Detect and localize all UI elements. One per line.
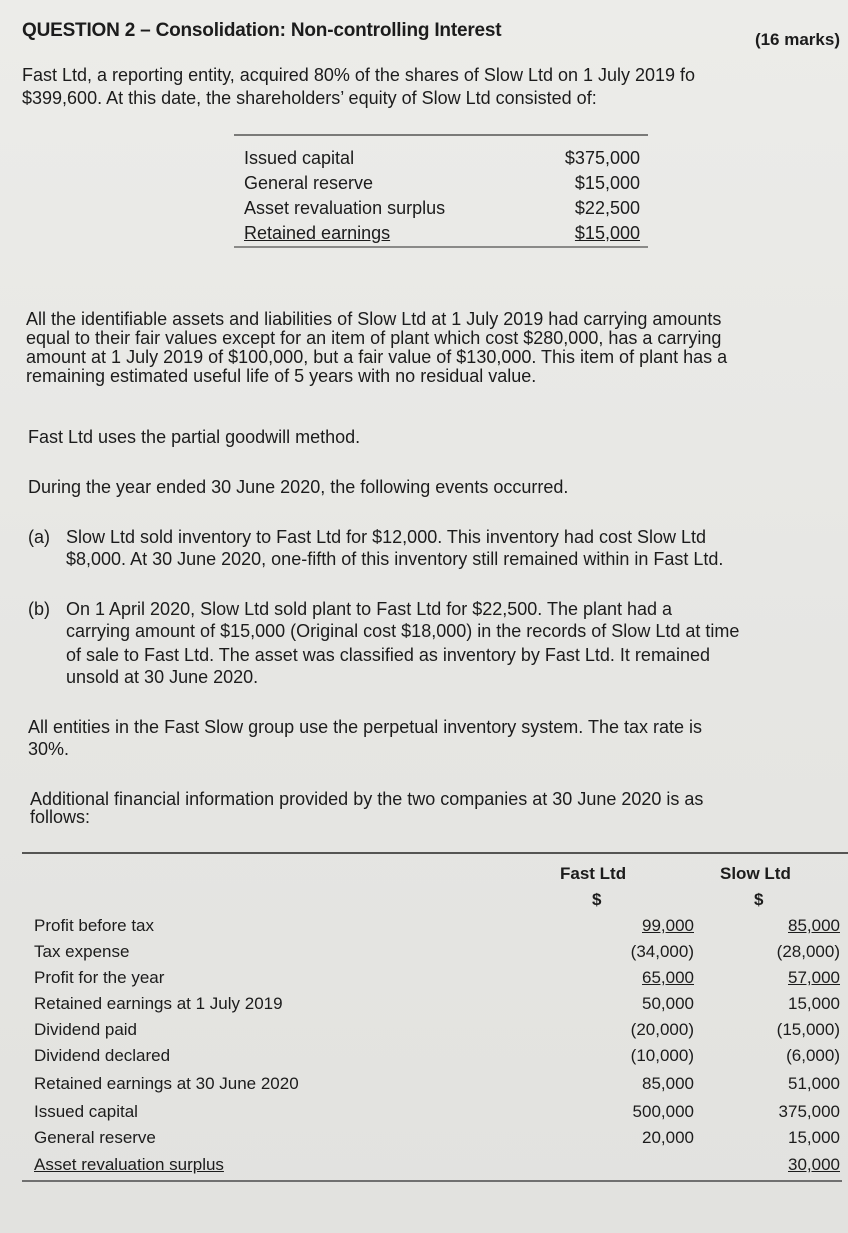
additional-info-line-1: Additional financial information provided by the two companies at 30 June 2020 is as xyxy=(30,789,704,809)
event-a-label: (a) xyxy=(28,527,50,547)
table-row xyxy=(32,1155,842,1181)
table-row xyxy=(32,994,842,1020)
slow-value: 57,000 xyxy=(788,968,840,987)
column-header-slow: Slow Ltd xyxy=(720,864,791,883)
equity-label: Retained earnings xyxy=(244,223,391,243)
fast-value: 99,000 xyxy=(642,916,694,935)
event-b-line-4: unsold at 30 June 2020. xyxy=(66,667,259,687)
goodwill-method-text: Fast Ltd uses the partial goodwill method. xyxy=(28,427,361,447)
column-header-fast: Fast Ltd xyxy=(560,864,627,883)
row-label: Profit for the year xyxy=(34,968,165,987)
fast-value: 500,000 xyxy=(632,1102,694,1121)
row-label: Profit before tax xyxy=(34,916,155,935)
fast-value: (34,000) xyxy=(630,942,694,961)
equity-value: $15,000 xyxy=(574,173,640,193)
equity-label: Issued capital xyxy=(244,148,355,168)
financial-table-bottom-rule xyxy=(22,1180,842,1182)
currency-fast: $ xyxy=(592,890,602,909)
slow-value: (28,000) xyxy=(776,942,840,961)
row-label: Dividend paid xyxy=(34,1020,138,1039)
equity-value: $22,500 xyxy=(574,198,640,218)
row-label: Retained earnings at 30 June 2020 xyxy=(34,1074,299,1093)
table-row xyxy=(32,1102,842,1128)
fast-value: 20,000 xyxy=(642,1128,694,1147)
equity-row xyxy=(234,196,648,221)
row-label: Dividend declared xyxy=(34,1046,171,1065)
row-label: Tax expense xyxy=(34,942,130,961)
fast-value: 65,000 xyxy=(642,968,694,987)
events-intro-text: During the year ended 30 June 2020, the following events occurred. xyxy=(28,477,569,497)
slow-value: 375,000 xyxy=(778,1102,840,1121)
table-row xyxy=(32,1020,842,1046)
equity-row xyxy=(234,221,648,246)
equity-label: Asset revaluation surplus xyxy=(244,198,446,218)
table-row xyxy=(32,968,842,994)
slow-value: 51,000 xyxy=(788,1074,840,1093)
fair-value-line-2: equal to their fair values except for an item of plant which cost $280,000, has a carrying xyxy=(26,328,722,348)
slow-value: 15,000 xyxy=(788,1128,840,1147)
fast-value: (20,000) xyxy=(630,1020,694,1039)
intro-line-2: $399,600. At this date, the shareholders’ equity of Slow Ltd consisted of: xyxy=(22,88,597,108)
table-row xyxy=(32,1074,842,1100)
slow-value: (6,000) xyxy=(786,1046,840,1065)
question-title: QUESTION 2 – Consolidation: Non-controlling Interest xyxy=(22,20,502,41)
event-b-line-3: of sale to Fast Ltd. The asset was classified as inventory by Fast Ltd. It remained xyxy=(66,645,710,665)
event-b-line-1: On 1 April 2020, Slow Ltd sold plant to Fast Ltd for $22,500. The plant had a xyxy=(66,599,673,619)
fair-value-line-4: remaining estimated useful life of 5 years with no residual value. xyxy=(26,366,537,386)
equity-label: General reserve xyxy=(244,173,374,193)
currency-slow: $ xyxy=(754,890,764,909)
equity-value: $375,000 xyxy=(564,148,640,168)
fast-value: (10,000) xyxy=(630,1046,694,1065)
table-row xyxy=(32,1128,842,1154)
table-row xyxy=(32,916,842,942)
event-a-line-1: Slow Ltd sold inventory to Fast Ltd for $12,000. This inventory had cost Slow Ltd xyxy=(66,527,707,547)
fast-value: 85,000 xyxy=(642,1074,694,1093)
row-label: Retained earnings at 1 July 2019 xyxy=(34,994,283,1013)
event-b-line-2: carrying amount of $15,000 (Original cost $18,000) in the records of Slow Ltd at time xyxy=(66,621,740,641)
slow-value: 15,000 xyxy=(788,994,840,1013)
equity-table xyxy=(234,134,648,248)
row-label: General reserve xyxy=(34,1128,156,1147)
event-b-label: (b) xyxy=(28,599,50,619)
additional-info-line-2: follows: xyxy=(30,807,91,827)
slow-value: 30,000 xyxy=(788,1155,840,1174)
equity-value: $15,000 xyxy=(574,223,640,243)
row-label: Issued capital xyxy=(34,1102,138,1121)
event-a-line-2: $8,000. At 30 June 2020, one-fifth of this inventory still remained within in Fast Ltd. xyxy=(66,549,724,569)
tax-line-2: 30%. xyxy=(28,739,70,759)
table-row xyxy=(32,1046,842,1072)
fair-value-line-3: amount at 1 July 2019 of $100,000, but a fair value of $130,000. This item of plant has a xyxy=(26,347,728,367)
financial-table-top-rule xyxy=(22,852,848,854)
slow-value: (15,000) xyxy=(776,1020,840,1039)
row-label: Asset revaluation surplus xyxy=(34,1155,224,1174)
table-row xyxy=(32,942,842,968)
marks-label: (16 marks) xyxy=(754,30,840,49)
intro-line-1: Fast Ltd, a reporting entity, acquired 80% of the shares of Slow Ltd on 1 July 2019 fo xyxy=(22,65,696,85)
equity-row xyxy=(234,171,648,196)
slow-value: 85,000 xyxy=(788,916,840,935)
equity-row xyxy=(234,146,648,171)
fair-value-line-1: All the identifiable assets and liabilities of Slow Ltd at 1 July 2019 had carrying amounts xyxy=(26,309,722,329)
tax-line-1: All entities in the Fast Slow group use the perpetual inventory system. The tax rate is xyxy=(28,717,703,737)
fast-value: 50,000 xyxy=(642,994,694,1013)
